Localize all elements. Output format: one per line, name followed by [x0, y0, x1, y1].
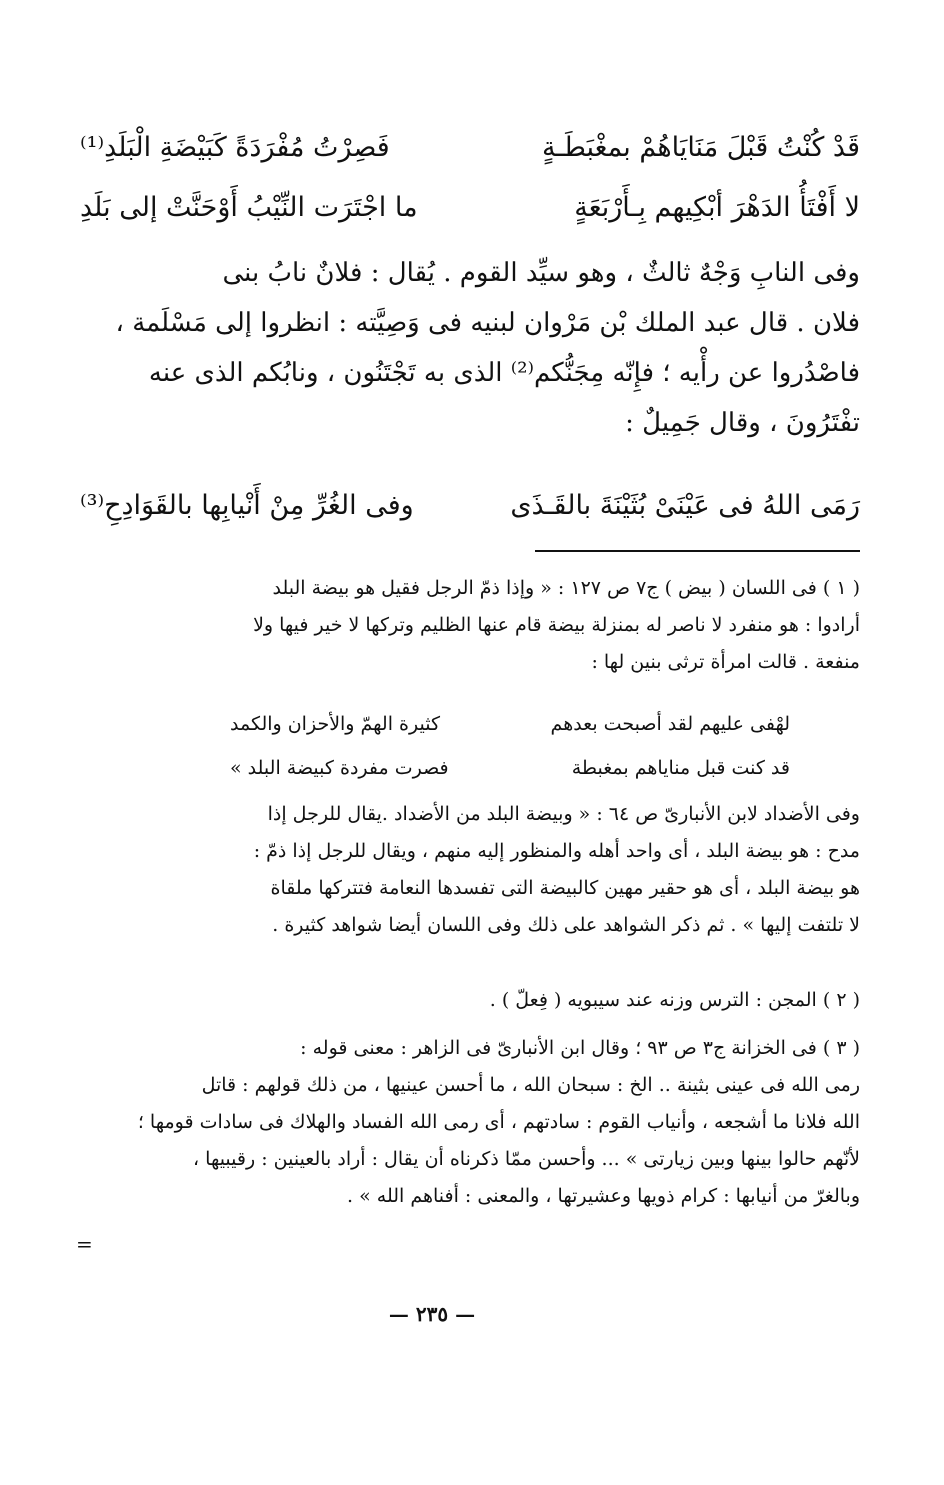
verse-hemistich: رَمَى اللهُ فى عَيْنَىْ بُثَيْنَةَ بالقَـذَى [510, 490, 860, 521]
footnote-line: أرادوا : هو منفرد لا ناصر له بمنزلة بيضة قام عنها الظليم وتركها لا خير فيها ولا [253, 614, 860, 636]
page-number: — ٢٣٥ — [388, 1302, 476, 1326]
footnote-line: رمى الله فى عينى بثينة .. الخ : سبحان الله ، ما أحسن عينيها ، من ذلك قولهم : قاتل [201, 1074, 860, 1096]
footnote-line: لأنّهم حالوا بينها وبين زيارتى » ... وأحسن ممّا ذكرناه أن يقال : أراد بالعينين : رقيبيها ، [192, 1148, 860, 1170]
verse-hemistich: قد كنت قبل مناياهم بمغبطة [571, 757, 790, 779]
footnote-1-continued [80, 796, 860, 944]
footnote-3 [80, 1030, 860, 1215]
verse-line-1 [80, 128, 860, 168]
verse-hemistich: وفى الغُرِّ مِنْ أَنْيابِها بالقَوَادِحِ⁽³⁾ [80, 490, 414, 521]
footnote-line: ( ١ ) فى اللسان ( بيض ) ج٧ ص ١٢٧ : « وإذا ذمّ الرجل فقيل هو بيضة البلد [272, 577, 860, 599]
footnote-verse-1 [230, 706, 790, 743]
prose-line: فاصْدُروا عن رأْيه ؛ فإِنّه مِجَنُّكم⁽²⁾ الذى به تَجْتَنُون ، ونابُكم الذى عنه [148, 358, 860, 388]
verse-line-2 [80, 188, 860, 228]
prose-line: فلان . قال عبد الملك بْن مَرْوان لبنيه فى وَصِيَّته : انظروا إلى مَسْلَمة ، [115, 308, 860, 338]
verse-hemistich: لهْفى عليهم لقد أصبحت بعدهم [550, 713, 790, 735]
verse-hemistich: قَدْ كُنْتُ قَبْلَ مَنَايَاهُمْ بمغْبَطَـةٍ [541, 132, 860, 163]
footnote-line: ( ٣ ) فى الخزانة ج٣ ص ٩٣ ؛ وقال ابن الأنبارىّ فى الزاهر : معنى قوله : [300, 1037, 860, 1059]
continuation-mark: = [76, 1232, 93, 1256]
footnote-line: منفعة . قالت امرأة ترثى بنين لها : [591, 651, 860, 673]
verse-hemistich: فصرت مفردة كبيضة البلد » [230, 757, 449, 779]
prose-line: تفْتَرُونَ ، وقال جَمِيلٌ : [625, 408, 860, 438]
verse-hemistich: ما اجْتَرَت النِّيْبُ أَوْحَنَّتْ إلى بَلَدِ [80, 192, 418, 223]
verse-hemistich: كثيرة الهمّ والأحزان والكمد [230, 713, 440, 735]
footnote-1 [80, 570, 860, 681]
footnote-line: الله فلانا ما أشجعه ، وأنياب القوم : سادتهم ، أى رمى الله الفساد والهلاك فى سادات قومها ؛ [137, 1111, 860, 1133]
footnote-2 [80, 982, 860, 1019]
prose-line: وفى النابِ وَجْهٌ ثالثٌ ، وهو سيِّد القوم . يُقال : فلانٌ نابُ بنى [222, 258, 860, 288]
footnote-verse-2 [230, 750, 790, 787]
main-paragraph [80, 248, 860, 448]
verse-hemistich: لا أَفْتَأُ الدَهْرَ أبْكِيهم بِـأَرْبَعَةٍ [574, 192, 860, 223]
footnote-separator [535, 550, 860, 552]
footnote-line: هو بيضة البلد ، أى هو حقير مهين كالبيضة التى تفسدها النعامة فتتركها ملقاة [270, 877, 860, 899]
verse-hemistich: فَصِرْتُ مُفْرَدَةً كَبَيْضَةِ الْبَلَدِ⁽¹⁾ [80, 132, 390, 163]
footnote-line: وبالغرّ من أنيابها : كرام ذويها وعشيرتها ، والمعنى : أفناهم الله » . [347, 1185, 860, 1207]
footnote-line: مدح : هو بيضة البلد ، أى واحد أهله والمنظور إليه منهم ، ويقال للرجل إذا ذمّ : [253, 840, 860, 862]
footnote-line: ( ٢ ) المجن : الترس وزنه عند سيبويه ( فِعلّ ) . [489, 989, 860, 1011]
footnote-line: لا تلتفت إليها » . ثم ذكر الشواهد على ذلك وفى اللسان أيضا شواهد كثيرة . [272, 914, 860, 936]
verse-line-3 [80, 486, 860, 526]
footnote-line: وفى الأضداد لابن الأنبارىّ ص ٦٤ : « وبيضة البلد من الأضداد .يقال للرجل إذا [267, 803, 860, 825]
